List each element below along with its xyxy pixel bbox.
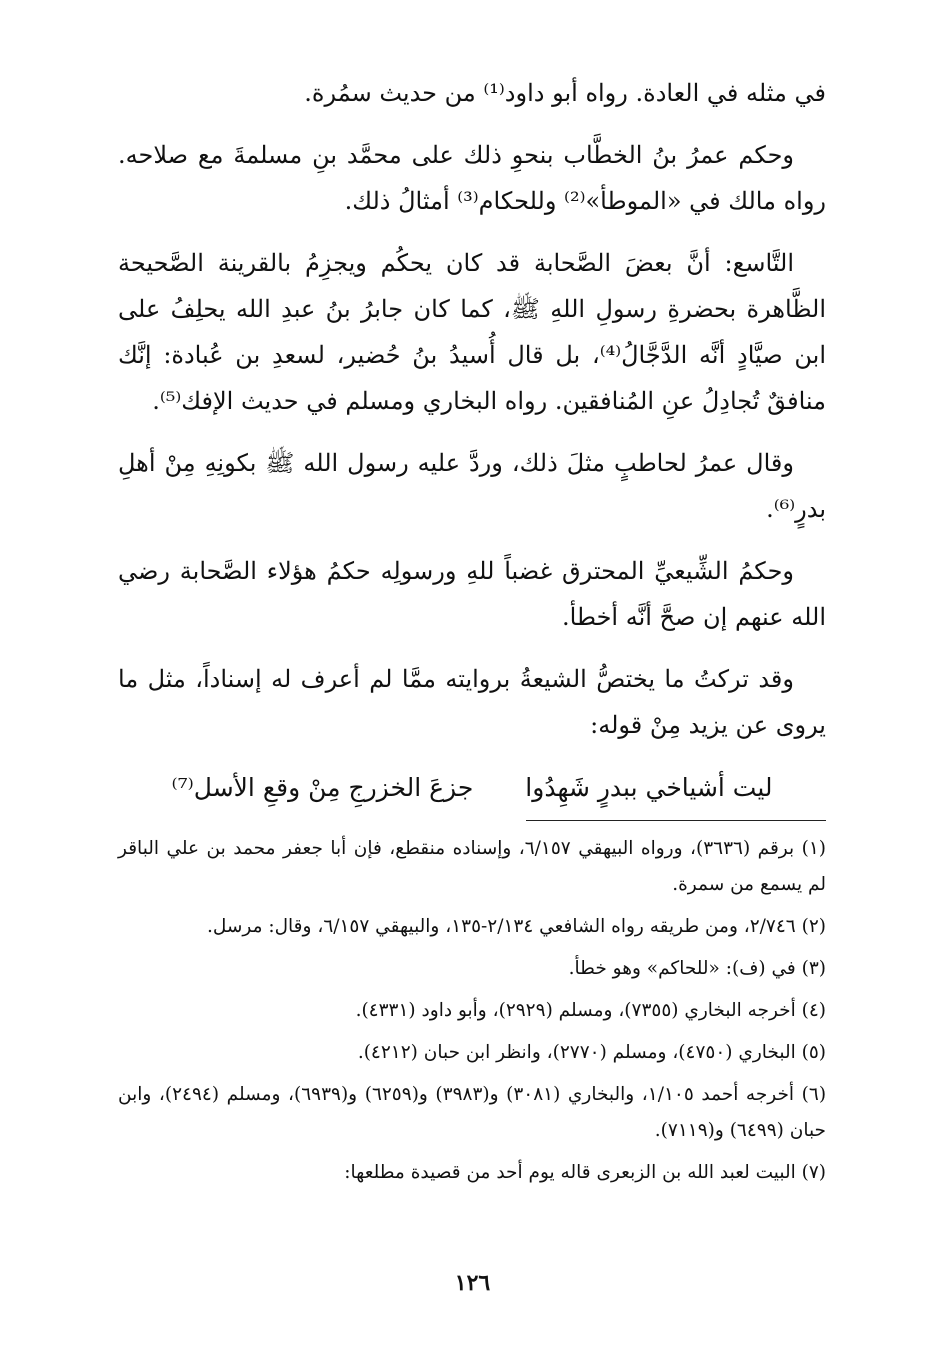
paragraph-1: في مثله في العادة. رواه أبو داود⁽¹⁾ من حديث سمُرة. [304, 79, 826, 107]
footnotes [118, 831, 826, 1191]
paragraph-5: وحكمُ الشِّيعيِّ المحترق غضباً للهِ ورسولِه حكمُ هؤلاء الصَّحابة رضي الله عنهم إن صحَّ أنَّه أخطأ. [118, 557, 826, 631]
footnote-6: (٦) أخرجه أحمد ١/١٠٥، والبخاري (٣٠٨١) و(٣٩٨٣) و(٦٢٥٩) و(٦٩٣٩)، ومسلم (٢٤٩٤)، وابن حبان (٦٤٩٩) و(٧١١٩). [118, 1084, 827, 1141]
footnote-7: (٧) البيت لعبد الله بن الزبعرى قاله يوم أحد من قصيدة مطلعها: [344, 1162, 826, 1183]
footnote-1: (١) برقم (٣٦٣٦)، ورواه البيهقي ٦/١٥٧، وإسناده منقطع، فإن أبا جعفر محمد بن علي الباقر لم يسمع من سمرة. [118, 838, 826, 895]
book-page [118, 70, 826, 1310]
main-text [118, 70, 826, 748]
verse-second-hemistich: جزعَ الخزرجِ مِنْ وقعِ الأسل⁽⁷⁾ [171, 773, 474, 802]
paragraph-3-ninth: التَّاسع: أنَّ بعضَ الصَّحابة قد كان يحكُم ويجزِمُ بالقرينة الصَّحيحة الظَّاهرة بحضرةِ رسولِ اللهِ ﷺ، كما كان جابرُ بنُ عبدِ الله يحلِفُ على ابن صيَّادٍ أنَّه الدَّجَّالُ⁽⁴⁾، بل قال أُسيدُ بنُ حُضير، لسعدِ بن عُبادة: إنَّك منافقٌ تُجادِلُ عنِ المُنافقين. رواه البخاري ومسلم في حديث الإفك⁽⁵⁾. [118, 249, 826, 415]
poetry-verse [118, 764, 826, 812]
footnote-4: (٤) أخرجه البخاري (٧٣٥٥)، ومسلم (٢٩٢٩)، وأبو داود (٤٣٣١). [355, 1000, 826, 1021]
footnote-separator [526, 820, 826, 821]
paragraph-2: وحكم عمرُ بنُ الخطَّاب بنحوِ ذلك على محمَّد بنِ مسلمةَ مع صلاحه. رواه مالك في «الموطأ»⁽²⁾ وللحكام⁽³⁾ أمثالُ ذلك. [118, 141, 826, 215]
footnote-3: (٣) في (ف): «للحاكم» وهو خطأ. [568, 958, 826, 979]
footnote-5: (٥) البخاري (٤٧٥٠)، ومسلم (٢٧٧٠)، وانظر ابن حبان (٤٢١٢). [357, 1042, 826, 1063]
paragraph-4: وقال عمرُ لحاطبٍ مثلَ ذلك، وردَّ عليه رسول الله ﷺ بكونِهِ مِنْ أهلِ بدرٍ⁽⁶⁾. [118, 449, 826, 523]
footnote-2: (٢) ٢/٧٤٦، ومن طريقه رواه الشافعي ٢/١٣٤-١٣٥، والبيهقي ٦/١٥٧، وقال: مرسل. [206, 916, 826, 937]
page-number: ١٢٦ [454, 1270, 491, 1296]
paragraph-6: وقد تركتُ ما يختصُّ الشيعةُ بروايته ممَّا لم أعرف له إسناداً، مثل ما يروى عن يزيد مِنْ قوله: [118, 665, 826, 739]
verse-first-hemistich: ليت أشياخي ببدرٍ شَهِدُوا [525, 773, 773, 802]
